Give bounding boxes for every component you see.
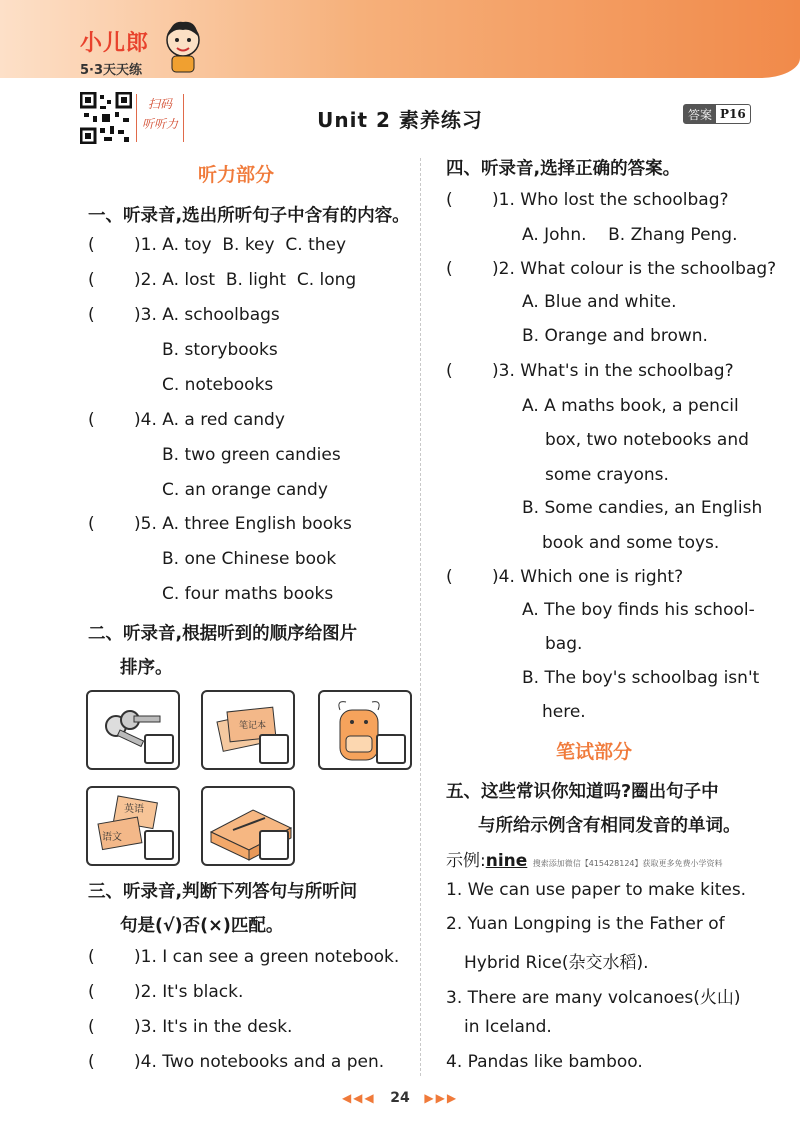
list-item: )3. A. schoolbags bbox=[134, 305, 280, 325]
question-3-title-cont: 句是(√)否(×)匹配。 bbox=[120, 916, 284, 936]
ordering-box[interactable] bbox=[259, 830, 289, 860]
answer-blank[interactable]: ( bbox=[88, 235, 95, 255]
answer-blank[interactable]: ( bbox=[88, 410, 95, 430]
option-cont: box, two notebooks and bbox=[545, 430, 749, 450]
section-written: 笔试部分 bbox=[556, 741, 633, 763]
ordering-box[interactable] bbox=[144, 734, 174, 764]
question-2-title-cont: 排序。 bbox=[120, 658, 173, 678]
question-5-title: 五、这些常识你知道吗?圈出句子中 bbox=[446, 782, 719, 802]
answer-blank[interactable]: ( bbox=[446, 190, 453, 210]
option: C. four maths books bbox=[162, 584, 334, 604]
list-item: )4. Two notebooks and a pen. bbox=[134, 1052, 385, 1072]
option: B. two green candies bbox=[162, 445, 341, 465]
sentence-1[interactable]: 1. We can use paper to make kites. bbox=[446, 880, 747, 900]
schoolbag-picture bbox=[318, 690, 412, 770]
option: C. an orange candy bbox=[162, 480, 328, 500]
question-5-title-cont: 与所给示例含有相同发音的单词。 bbox=[478, 816, 741, 836]
example-line bbox=[446, 846, 723, 871]
keys-picture bbox=[86, 690, 180, 770]
answer-label: 答案 bbox=[684, 105, 716, 123]
question-1-title: 一、听录音,选出所听句子中含有的内容。 bbox=[88, 206, 410, 226]
question-4-title: 四、听录音,选择正确的答案。 bbox=[446, 159, 681, 179]
option: B. one Chinese book bbox=[162, 549, 337, 569]
brand-name: 小儿郎 bbox=[80, 31, 150, 56]
question-2-title: 二、听录音,根据听到的顺序给图片 bbox=[88, 624, 358, 644]
sentence-4[interactable]: 4. Pandas like bamboo. bbox=[446, 1052, 643, 1072]
option: A. John. B. Zhang Peng. bbox=[522, 225, 738, 245]
list-item: )1. I can see a green notebook. bbox=[134, 947, 400, 967]
next-arrows-icon: ▶▶▶ bbox=[424, 1091, 459, 1105]
answer-page: P16 bbox=[720, 107, 746, 121]
answer-blank[interactable]: ( bbox=[88, 982, 95, 1002]
ordering-box[interactable] bbox=[144, 830, 174, 860]
answer-page-badge bbox=[683, 104, 751, 124]
pencil-box-picture bbox=[201, 786, 295, 866]
page-number: 24 bbox=[390, 1090, 410, 1106]
answer-blank[interactable]: ( bbox=[88, 305, 95, 325]
sentence-2[interactable]: 2. Yuan Longping is the Father of bbox=[446, 914, 725, 934]
svg-text:英语: 英语 bbox=[124, 804, 144, 815]
answer-blank[interactable]: ( bbox=[88, 1052, 95, 1072]
section-listening: 听力部分 bbox=[198, 164, 275, 186]
list-item: )3. What's in the schoolbag? bbox=[492, 361, 734, 381]
scan-label-line1: 扫码 bbox=[147, 97, 172, 111]
page-footer bbox=[0, 1090, 800, 1106]
sentence-3-cont[interactable]: in Iceland. bbox=[464, 1017, 552, 1037]
option-cont: some crayons. bbox=[545, 465, 669, 485]
sentence-3[interactable]: 3. There are many volcanoes(火山) bbox=[446, 988, 741, 1008]
list-item: )2. A. lost B. light C. long bbox=[134, 270, 357, 290]
option: A. A maths book, a pencil bbox=[522, 396, 739, 416]
list-item: )1. A. toy B. key C. they bbox=[134, 235, 347, 255]
list-item: )2. What colour is the schoolbag? bbox=[492, 259, 777, 279]
list-item: )1. Who lost the schoolbag? bbox=[492, 190, 729, 210]
svg-text:笔记本: 笔记本 bbox=[239, 721, 267, 731]
example-word: nine bbox=[485, 851, 528, 871]
sentence-2-cont[interactable]: Hybrid Rice(杂交水稻). bbox=[464, 953, 649, 973]
option: A. The boy finds his school- bbox=[522, 600, 755, 620]
example-label: 示例: bbox=[446, 851, 486, 871]
answer-blank[interactable]: ( bbox=[446, 361, 453, 381]
mascot-icon bbox=[160, 18, 206, 74]
answer-blank[interactable]: ( bbox=[88, 947, 95, 967]
page-title: Unit 2 素养练习 bbox=[317, 108, 483, 132]
option-cont: book and some toys. bbox=[542, 533, 720, 553]
books-picture bbox=[86, 786, 180, 866]
watermark-text: 搜索添加微信【415428124】获取更多免费小学资料 bbox=[532, 859, 723, 868]
svg-text:语文: 语文 bbox=[102, 832, 122, 843]
option-cont: bag. bbox=[545, 634, 583, 654]
brand-subtitle: 5·3天天练 bbox=[80, 63, 143, 78]
notebooks-picture bbox=[201, 690, 295, 770]
list-item: )4. Which one is right? bbox=[492, 567, 684, 587]
list-item: )2. It's black. bbox=[134, 982, 244, 1002]
option: B. Some candies, an English bbox=[522, 498, 763, 518]
list-item: )4. A. a red candy bbox=[134, 410, 285, 430]
option: B. storybooks bbox=[162, 340, 278, 360]
answer-blank[interactable]: ( bbox=[88, 514, 95, 534]
answer-blank[interactable]: ( bbox=[88, 1017, 95, 1037]
scan-label-line2: 听听力 bbox=[141, 117, 178, 131]
list-item: )3. It's in the desk. bbox=[134, 1017, 293, 1037]
option: C. notebooks bbox=[162, 375, 274, 395]
ordering-box[interactable] bbox=[376, 734, 406, 764]
column-divider bbox=[420, 158, 421, 1076]
answer-blank[interactable]: ( bbox=[446, 259, 453, 279]
list-item: )5. A. three English books bbox=[134, 514, 352, 534]
option: A. Blue and white. bbox=[522, 292, 677, 312]
answer-blank[interactable]: ( bbox=[446, 567, 453, 587]
option-cont: here. bbox=[542, 702, 586, 722]
answer-blank[interactable]: ( bbox=[88, 270, 95, 290]
ordering-box[interactable] bbox=[259, 734, 289, 764]
question-3-title: 三、听录音,判断下列答句与所听问 bbox=[88, 882, 358, 902]
brand-logo bbox=[80, 26, 149, 78]
prev-arrows-icon: ◀◀◀ bbox=[341, 1091, 376, 1105]
option: B. Orange and brown. bbox=[522, 326, 708, 346]
option: B. The boy's schoolbag isn't bbox=[522, 668, 760, 688]
